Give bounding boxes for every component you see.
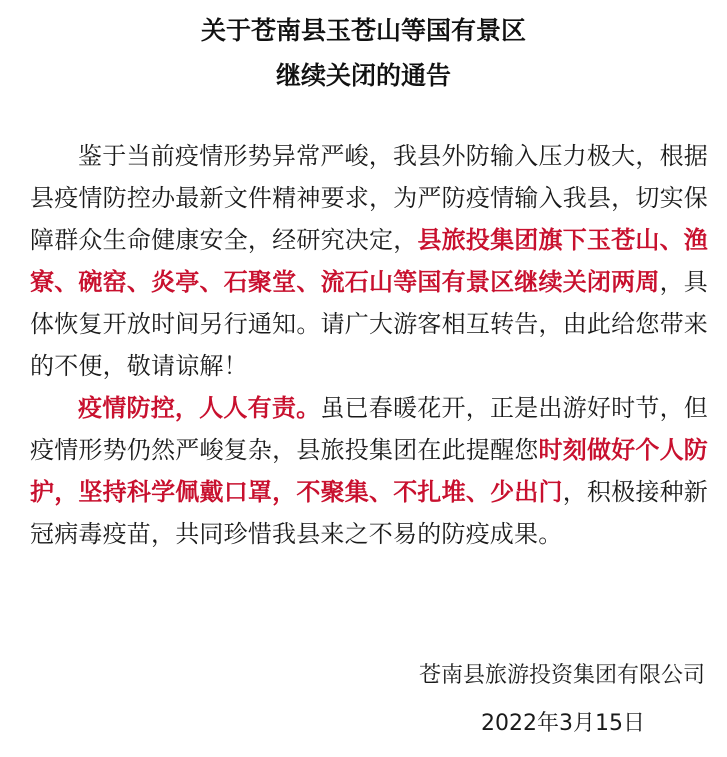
paragraph-2-highlight-b: 时刻做好个人防护，坚持科学佩戴口罩，不聚集、不扎堆、少出门 — [30, 436, 709, 506]
paragraph-2-text-b: ，积极接种新冠病毒疫苗，共同珍惜我县来之不易的防疫成果。 — [30, 478, 708, 548]
paragraph-2-highlight-a: 疫情防控，人人有责。 — [78, 394, 321, 422]
notice-paragraph-2 — [30, 387, 708, 555]
issue-date: 2022年3月15日 — [481, 711, 645, 736]
notice-paragraph-1 — [30, 135, 708, 387]
notice-title-line2: 继续关闭的通告 — [275, 61, 451, 90]
paragraph-2-text-a: 虽已春暖花开，正是出游好时节，但疫情形势仍然严峻复杂，县旅投集团在此提醒您 — [30, 394, 709, 464]
notice-title-line1: 关于苍南县玉苍山等国有景区 — [200, 16, 526, 45]
paragraph-1-highlight: 县旅投集团旗下玉苍山、渔寮、碗窑、炎亭、石聚堂、流石山等国有景区继续关闭两周 — [30, 226, 708, 296]
issuer-signature: 苍南县旅游投资集团有限公司 — [418, 663, 705, 688]
paragraph-1-text-a: 鉴于当前疫情形势异常严峻，我县外防输入压力极大，根据县疫情防控办最新文件精神要求，为严防疫情输入我县，切实保障群众生命健康安全，经研究决定， — [30, 142, 708, 254]
paragraph-1-text-b: ，具体恢复开放时间另行通知。请广大游客相互转告，由此给您带来的不便，敬请谅解！ — [30, 268, 708, 380]
